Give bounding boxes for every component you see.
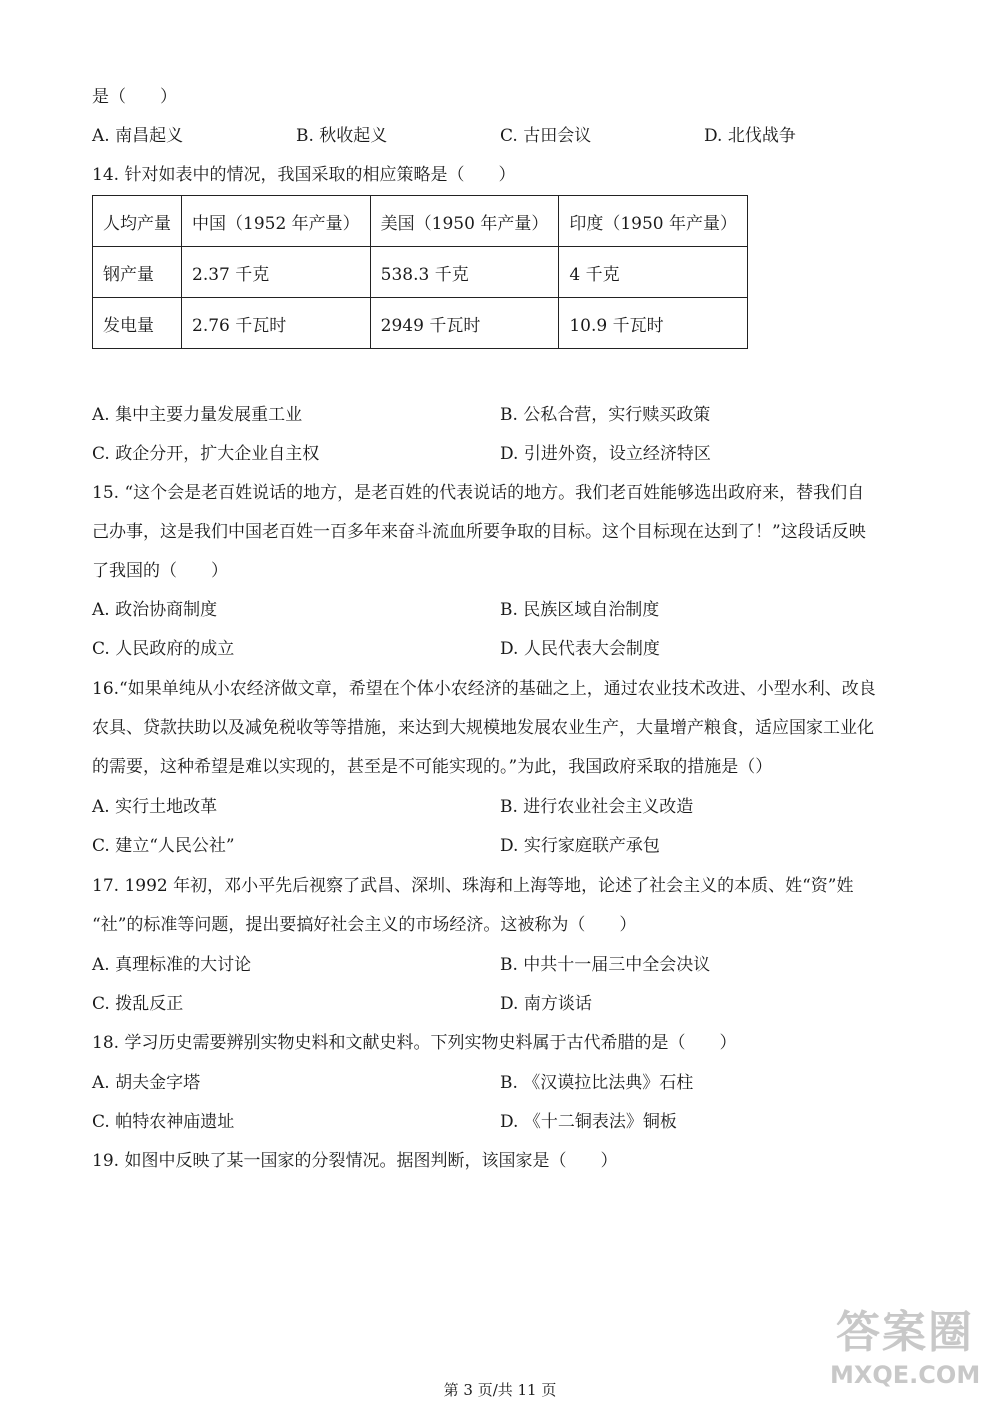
q16-stem-line: 16.“如果单纯从小农经济做文章，希望在个体小农经济的基础之上，通过农业技术改进、小型水利、改良	[92, 679, 876, 699]
table-cell: 2949 千瓦时	[370, 298, 559, 349]
q18-option-a: A. 胡夫金字塔	[92, 1073, 201, 1093]
q18-option-c: C. 帕特农神庙遗址	[92, 1112, 235, 1132]
q17-option-b: B. 中共十一届三中全会决议	[500, 955, 711, 975]
table-cell: 2.37 千克	[182, 247, 371, 298]
table-cell: 538.3 千克	[370, 247, 559, 298]
q13-stem-tail: 是（ ）	[92, 87, 177, 107]
table-header-row	[93, 196, 748, 247]
q17-stem-line: 17. 1992 年初，邓小平先后视察了武昌、深圳、珠海和上海等地，论述了社会主义的本质、姓“资”姓	[92, 876, 854, 896]
table-cell: 发电量	[93, 298, 182, 349]
q15-option-b: B. 民族区域自治制度	[500, 600, 660, 620]
q13-option-c: C. 古田会议	[500, 126, 592, 146]
table-header-cell: 美国（1950 年产量）	[370, 196, 559, 247]
q17-stem-line: “社”的标准等问题，提出要搞好社会主义的市场经济。这被称为（ ）	[92, 915, 637, 935]
q15-stem-line: 了我国的（ ）	[92, 561, 228, 581]
q15-option-d: D. 人民代表大会制度	[500, 639, 660, 659]
q16-option-b: B. 进行农业社会主义改造	[500, 797, 694, 817]
q18-option-d: D. 《十二铜表法》铜板	[500, 1112, 677, 1132]
q19-stem: 19. 如图中反映了某一国家的分裂情况。据图判断，该国家是（ ）	[92, 1151, 618, 1171]
q14-option-c: C. 政企分开，扩大企业自主权	[92, 444, 320, 464]
watermark-logo-domain: MXQE.COM	[830, 1361, 981, 1389]
q16-stem-line: 的需要，这种希望是难以实现的，甚至是不可能实现的。”为此，我国政府采取的措施是（）	[92, 757, 773, 777]
q17-option-a: A. 真理标准的大讨论	[92, 955, 252, 975]
table-cell: 2.76 千瓦时	[182, 298, 371, 349]
q16-option-a: A. 实行土地改革	[92, 797, 218, 817]
q16-option-c: C. 建立“人民公社”	[92, 836, 235, 856]
table-header-cell: 中国（1952 年产量）	[182, 196, 371, 247]
q15-stem-line: 15. “这个会是老百姓说话的地方，是老百姓的代表说话的地方。我们老百姓能够选出政府来，替我们自	[92, 483, 865, 503]
table-header-cell: 人均产量	[93, 196, 182, 247]
table-row	[93, 298, 748, 349]
page-number: 第 3 页/共 11 页	[443, 1381, 557, 1399]
q14-production-table	[92, 195, 748, 349]
watermark-logo-text: 答案圈	[836, 1307, 974, 1358]
q13-option-a: A. 南昌起义	[92, 126, 184, 146]
q15-option-c: C. 人民政府的成立	[92, 639, 235, 659]
q16-stem-line: 农具、贷款扶助以及减免税收等等措施，来达到大规模地发展农业生产，大量增产粮食，适应国家工业化	[92, 718, 874, 738]
q15-stem-line: 己办事，这是我们中国老百姓一百多年来奋斗流血所要争取的目标。这个目标现在达到了！”这段话反映	[92, 522, 866, 542]
q17-option-d: D. 南方谈话	[500, 994, 592, 1014]
table-cell: 4 千克	[559, 247, 748, 298]
table-cell: 钢产量	[93, 247, 182, 298]
q14-stem: 14. 针对如表中的情况，我国采取的相应策略是（ ）	[92, 165, 516, 185]
q14-option-a: A. 集中主要力量发展重工业	[92, 405, 303, 425]
q13-option-d: D. 北伐战争	[704, 126, 796, 146]
q14-option-d: D. 引进外资，设立经济特区	[500, 444, 711, 464]
q18-stem: 18. 学习历史需要辨别实物史料和文献史料。下列实物史料属于古代希腊的是（ ）	[92, 1033, 737, 1053]
q14-option-b: B. 公私合营，实行赎买政策	[500, 405, 711, 425]
table-header-cell: 印度（1950 年产量）	[559, 196, 748, 247]
q16-option-d: D. 实行家庭联产承包	[500, 836, 660, 856]
q17-option-c: C. 拨乱反正	[92, 994, 184, 1014]
q18-option-b: B. 《汉谟拉比法典》石柱	[500, 1073, 694, 1093]
q13-option-b: B. 秋收起义	[296, 126, 388, 146]
table-cell: 10.9 千瓦时	[559, 298, 748, 349]
table-row	[93, 247, 748, 298]
q15-option-a: A. 政治协商制度	[92, 600, 218, 620]
